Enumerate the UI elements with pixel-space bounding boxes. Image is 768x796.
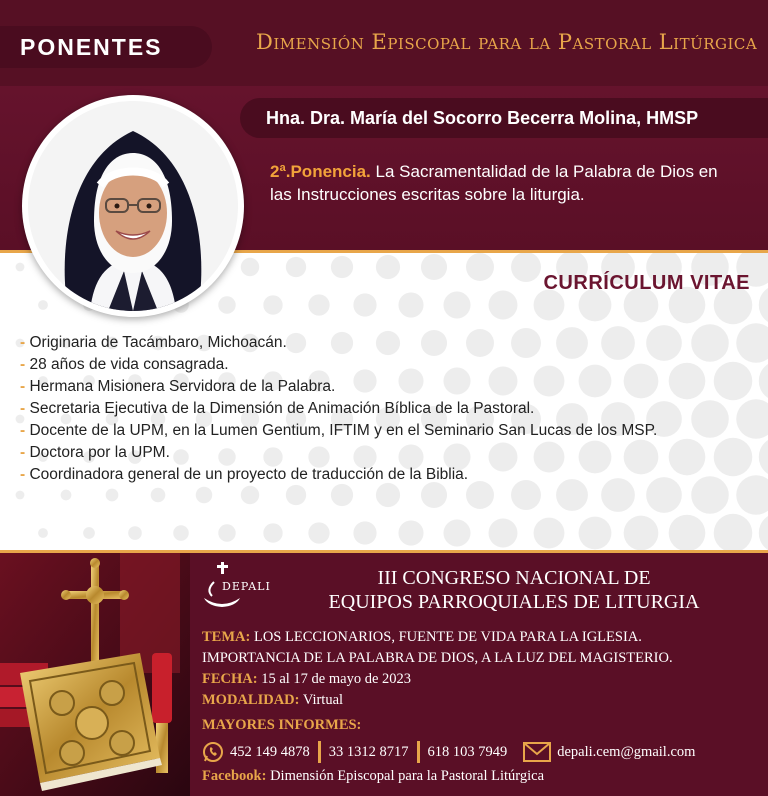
congress-info	[202, 627, 762, 736]
facebook-link[interactable]: Dimensión Episcopal para la Pastoral Litúrgica	[270, 768, 545, 784]
facebook-row: Facebook: Dimensión Episcopal para la Pastoral Litúrgica	[202, 768, 545, 784]
contacts-row	[202, 738, 762, 766]
email-icon	[523, 742, 551, 762]
separator	[417, 741, 420, 763]
tema-row: TEMA: LOS LECCIONARIOS, FUENTE DE VIDA PARA LA IGLESIA.	[202, 629, 642, 645]
email-address[interactable]: depali.cem@gmail.com	[557, 743, 696, 760]
ponentes-label: PONENTES	[0, 26, 212, 68]
phone-3[interactable]: 618 103 7949	[427, 743, 508, 760]
tema-row-2: IMPORTANCIA DE LA PALABRA DE DIOS, A LA LUZ DEL MAGISTERIO.	[202, 650, 673, 666]
congress-title-line2: EQUIPOS PARROQUIALES DE LITURGIA	[328, 591, 700, 613]
congress-title	[280, 566, 748, 614]
list-item: - Docente de la UPM, en la Lumen Gentium, IFTIM y en el Seminario San Lucas de los MSP.	[20, 422, 658, 439]
ponencia-number: 2ª.Ponencia.	[270, 162, 371, 181]
cv-title: CURRÍCULUM VITAE	[543, 272, 750, 294]
speaker-name: Hna. Dra. María del Socorro Becerra Molina, HMSP	[240, 98, 768, 138]
list-item: - Secretaria Ejecutiva de la Dimensión de Animación Bíblica de la Pastoral.	[20, 400, 535, 417]
phone-1[interactable]: 452 149 4878	[230, 743, 310, 760]
separator	[318, 741, 321, 763]
list-item: - Coordinadora general de un proyecto de traducción de la Biblia.	[20, 466, 469, 483]
informes-label: MAYORES INFORMES:	[202, 717, 362, 733]
modalidad-row: MODALIDAD: Virtual	[202, 692, 344, 708]
speaker-photo	[22, 95, 244, 317]
phone-2[interactable]: 33 1312 8717	[328, 743, 409, 760]
lamp-icon	[152, 653, 172, 723]
nun-portrait-image	[28, 101, 238, 311]
ponencia-title: La Sacramentalidad de la Palabra de Dios en las Instrucciones escritas sobre la liturgia.	[270, 162, 718, 204]
cross-icon	[91, 563, 99, 668]
cv-list	[20, 332, 755, 486]
dimension-title: Dimensión Episcopal para la Pastoral Litúrgica	[256, 30, 758, 54]
fecha-row: FECHA: 15 al 17 de mayo de 2023	[202, 671, 412, 687]
list-item: - Originaria de Tacámbaro, Michoacán.	[20, 334, 287, 351]
depali-logo-text: DEPALI	[222, 580, 271, 593]
whatsapp-icon	[202, 741, 224, 763]
list-item: - 28 años de vida consagrada.	[20, 356, 229, 373]
list-item: - Doctora por la UPM.	[20, 444, 170, 461]
bible-crucifix-image	[0, 553, 190, 796]
ponencia-description	[270, 160, 740, 206]
list-item: - Hermana Misionera Servidora de la Palabra.	[20, 378, 336, 395]
congress-title-line1: III CONGRESO NACIONAL DE	[377, 567, 651, 589]
